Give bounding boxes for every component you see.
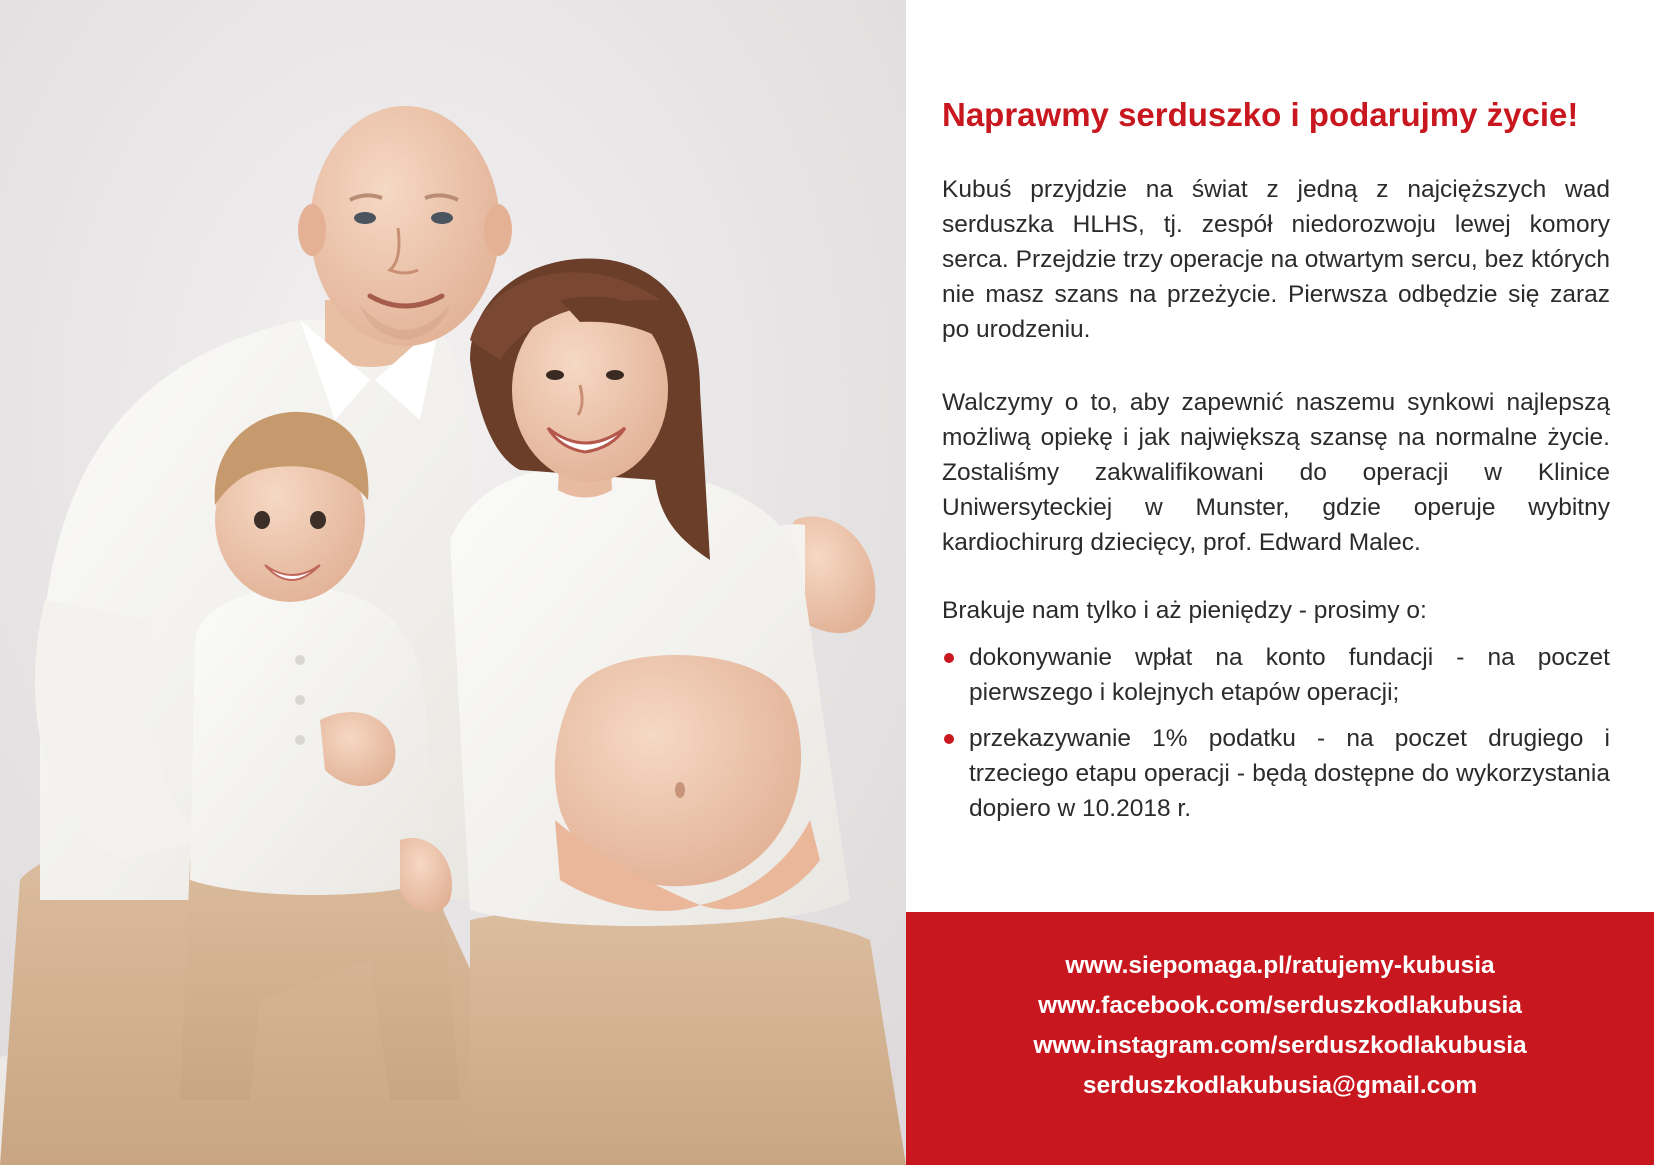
- instagram-link[interactable]: www.instagram.com/serduszkodlakubusia: [1033, 1032, 1527, 1059]
- paragraph-treatment: Walczymy o to, aby zapewnić naszemu synkowi najlepszą możliwą opiekę i jak największą szansę na normalne życie. Zostaliśmy zakwalifikowani do operacji w Klinice Uniwersyteckiej w Munster, gdzie operuje wybitny kardiochirurg dziecięcy, prof. Edward Malec.: [942, 389, 1610, 556]
- bullet-dot-icon: [944, 653, 954, 663]
- request-donation: dokonywanie wpłat na konto fundacji - na poczet pierwszego i kolejnych etapów operacji;: [969, 644, 1610, 706]
- bullet-dot-icon: [944, 734, 954, 744]
- list-item: [942, 640, 1610, 710]
- facebook-link[interactable]: www.facebook.com/serduszkodlakubusia: [1038, 992, 1522, 1019]
- content-column: [906, 0, 1654, 912]
- request-list: [942, 640, 1610, 837]
- contact-band: [906, 912, 1654, 1165]
- request-tax: przekazywanie 1% podatku - na poczet drugiego i trzeciego etapu operacji - będą dostępne do wykorzystania dopiero w 10.2018 r.: [969, 725, 1610, 822]
- email-link[interactable]: serduszkodlakubusia@gmail.com: [1082, 1072, 1478, 1099]
- paragraph-diagnosis: Kubuś przyjdzie na świat z jedną z najcięższych wad serduszka HLHS, tj. zespół niedorozwoju lewej komory serca. Przejdzie trzy operacje na otwartym sercu, bez których nie masz szans na przeżycie. Pierwsza odbędzie się zaraz po urodzeniu.: [942, 176, 1610, 343]
- headline: Naprawmy serduszko i podarujmy życie!: [942, 96, 1579, 133]
- list-item: [942, 721, 1610, 826]
- website-link[interactable]: www.siepomaga.pl/ratujemy-kubusia: [1065, 952, 1495, 979]
- request-lead: Brakuje nam tylko i aż pieniędzy - prosimy o:: [942, 597, 1427, 624]
